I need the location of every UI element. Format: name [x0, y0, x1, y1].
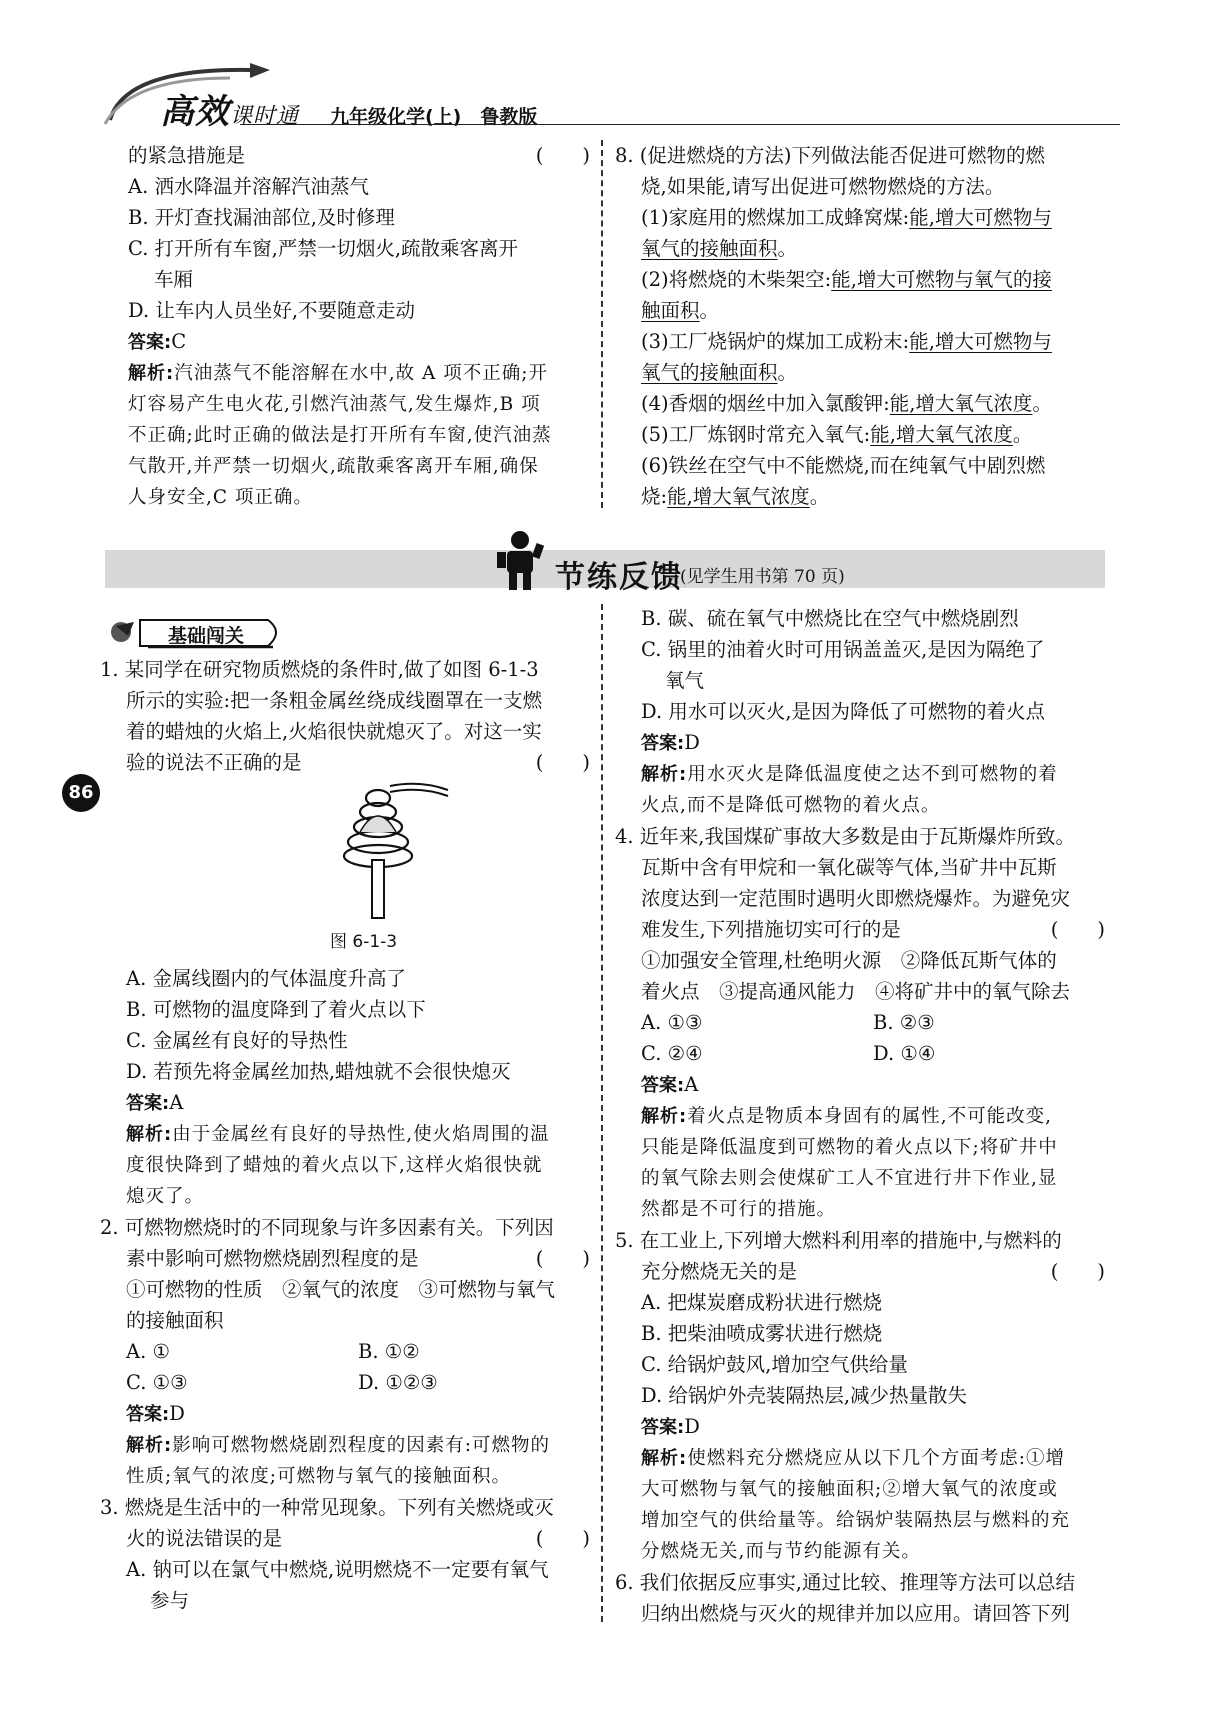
banner-note: (见学生用书第 70 页): [680, 567, 845, 587]
page-header: [100, 58, 1120, 132]
header-brand: 高效课时通: [160, 92, 300, 132]
student-figure-icon: [495, 530, 545, 592]
bottom-right-column: B. 碳、硫在氧气中燃烧比在空气中燃烧剧烈 C. 锅里的油着火时可用锅盖盖灭,是因为隔绝了 氧气 D. 用水可以灭火,是因为降低了可燃物的着火点 答案:D 解析:用水灭火是降低温度使之达不到可燃物的着 火点,而不是降低可燃物的着火点。 4. 近年来,我国煤矿事故大多数是由于瓦斯爆炸所致。 瓦斯中含有甲烷和一氧化碳等气体,当矿井中瓦斯 浓度达到一定范围时遇明火即燃烧爆炸。为避免灾 难发生,下列措施切实可行的是 ( ) ①加强安全管理,杜绝明火源 ②降低瓦斯气体的 着火点 ③提高通风能力 ④将矿井中的氧气除去 A. ①③ B. ②③ C. ②④ D. ①④ 答案:A 解析:着火点是物质本身固有的属性,不可能改变, 只能是降低温度到可燃物的着火点以下;将矿井中 的氧气除去则会使煤矿工人不宜进行井下作业,显 然都是不可行的措施。 5. 在工业上,下列增大燃料利用率的措施中,与燃料的 充分燃烧无关的是 ( ) A. 把煤炭磨成粉状进行燃烧 B. 把柴油喷成雾状进行燃烧 C. 给锅炉鼓风,增加空气供给量 D. 给锅炉外壳装隔热层,减少热量散失 答案:D 解析:使燃料充分燃烧应从以下几个方面考虑:①增 大可燃物与氧气的接触面积;②增大氧气的浓度或 增加空气的供给量等。给锅炉装隔热层与燃料的充 分燃烧无关,而与节约能源有关。 6. 我们依据反应事实,通过比较、推理等方法可以总结 归纳出燃烧与灭火的规律并加以应用。请回答下列: [615, 607, 1105, 1625]
header-rule: [240, 124, 1120, 125]
section-label: 基础闯关: [168, 625, 245, 647]
bottom-left-q1: 1. 某同学在研究物质燃烧的条件时,做了如图 6-1-3 所示的实验:把一条粗金属丝绕成线圈罩在一支燃 着的蜡烛的火焰上,火焰很快就熄灭了。对这一实 验的说法不正确的是 ( ): [100, 658, 590, 774]
banner-title: 节练反馈: [555, 560, 683, 595]
column-divider-top: [601, 140, 603, 508]
top-right-column: 8. (促进燃烧的方法)下列做法能否促进可燃物的燃 烧,如果能,请写出促进可燃物燃烧的方法。 (1)家庭用的燃煤加工成蜂窝煤:能,增大可燃物与 氧气的接触面积。 (2)将燃烧的木柴架空:能,增大可燃物与氧气的接 触面积。 (3)工厂烧锅炉的煤加工成粉末:能,增大可燃物与 氧气的接触面积。 (4)香烟的烟丝中加入氯酸钾:能,增大氧气浓度。 (5)工厂炼钢时常充入氧气:能,增大氧气浓度。 (6)铁丝在空气中不能燃烧,而在纯氧气中剧烈燃 烧:能,增大氧气浓度。: [615, 144, 1052, 508]
page-number: 86: [62, 774, 100, 812]
column-divider-bottom: [601, 604, 603, 1622]
bottom-left-rest: A. 金属线圈内的气体温度升高了 B. 可燃物的温度降到了着火点以下 C. 金属丝有良好的导热性 D. 若预先将金属丝加热,蜡烛就不会很快熄灭 答案:A 解析:由于金属丝有良好的导热性,使火焰周围的温 度很快降到了蜡烛的着火点以下,这样火焰很快就 熄灭了。 2. 可燃物燃烧时的不同现象与许多因素有关。下列因 素中影响可燃物燃烧剧烈程度的是 ( ) ①可燃物的性质 ②氧气的浓度 ③可燃物与氧气 的接触面积 A. ① B. ①② C. ①③ D. ①②③ 答案:D 解析:影响可燃物燃烧剧烈程度的因素有:可燃物的 性质;氧气的浓度;可燃物与氧气的接触面积。 3. 燃烧是生活中的一种常见现象。下列有关燃烧或灭 火的说法错误的是 ( ) A. 钠可以在氯气中燃烧,说明燃烧不一定要有氧气 参与: [100, 967, 590, 1612]
figure-coil-candle: [330, 780, 460, 920]
figure-caption: 图 6-1-3: [330, 932, 398, 952]
header-subtitle: 九年级化学(上) 鲁教版: [330, 106, 538, 128]
top-left-column: 的紧急措施是 ( ) A. 洒水降温并溶解汽油蒸气 B. 开灯查找漏油部位,及时修理 C. 打开所有车窗,严禁一切烟火,疏散乘客离开 车厢 D. 让车内人员坐好,不要随意走动 答案:C 解析:汽油蒸气不能溶解在水中,故 A 项不正确;开 灯容易产生电火花,引燃汽油蒸气,发生爆炸,B 项 不正确;此时正确的做法是打开所有车窗,使汽油蒸 气散开,并严禁一切烟火,疏散乘客离开车厢,确保 人身安全,C 项正确。: [128, 144, 590, 508]
